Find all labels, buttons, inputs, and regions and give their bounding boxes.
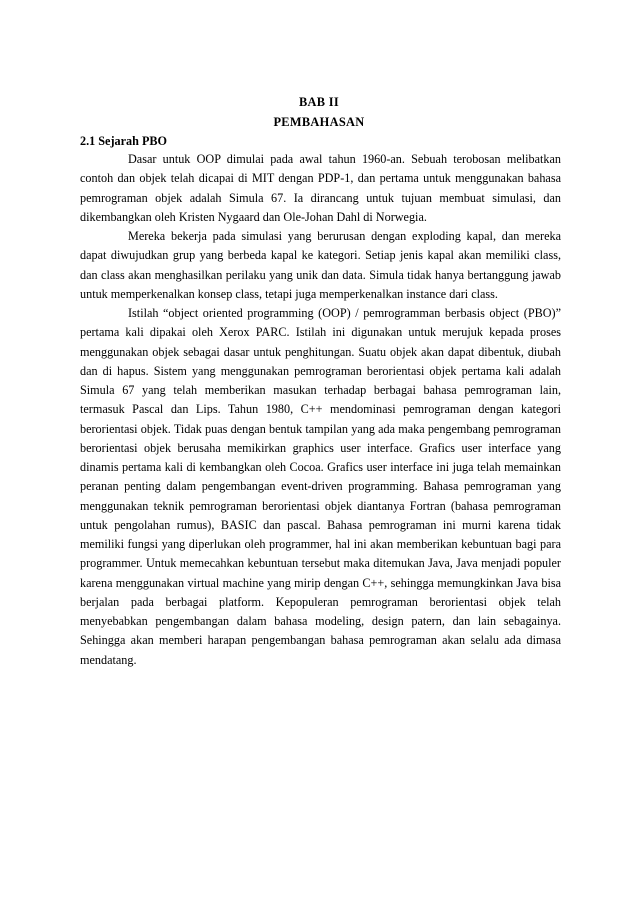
chapter-heading: BAB II — [298, 95, 340, 109]
paragraph-2: Mereka bekerja pada simulasi yang berurusan dengan exploding kapal, dan mereka dapat diwujudkan grup yang berbeda kapal ke kategori. Setiap jenis kapal akan memiliki class, dan class akan menghasilkan perilaku yang unik dan data. Simula tidak hanya bertanggung jawab untuk memperkenalkan konsep class, tetapi juga memperkenalkan instance dari class. — [80, 229, 561, 301]
paragraph-1: Dasar untuk OOP dimulai pada awal tahun 1960-an. Sebuah terobosan melibatkan contoh dan objek telah dicapai di MIT dengan PDP-1, dan pertama untuk menggunakan bahasa pemrograman objek adalah Simula 67. Ia dirancang untuk tujuan membuat simulasi, dan dikembangkan oleh Kristen Nygaard dan Ole-Johan Dahl di Norwegia. — [80, 152, 561, 224]
body-text — [80, 150, 561, 670]
subsection-heading: 2.1 Sejarah PBO — [80, 134, 168, 148]
section-title: PEMBAHASAN — [273, 115, 365, 129]
paragraph-3: Istilah “object oriented programming (OOP) / pemrogramman berbasis object (PBO)” pertama kali dipakai oleh Xerox PARC. Istilah ini digunakan untuk merujuk kepada proses menggunakan objek sebagai dasar untuk penghitungan. Suatu objek akan dapat dibentuk, diubah dan di hapus. Sistem yang menggunakan pemrograman berorientasi objek pertama kali adalah Simula 67 yang telah memberikan masukan terhadap berbagai bahasa pemrograman lain, termasuk Pascal dan Lips. Tahun 1980, C++ mendominasi pemrograman dengan kategori berorientasi objek. Tidak puas dengan bentuk tampilan yang ada maka pengembang pemrograman berorientasi objek berusaha memikirkan graphics user interface. Grafics user interface yang dinamis pertama kali di kembangkan oleh Cocoa. Grafics user interface ini juga telah memainkan peranan penting dalam pengembangan event-driven programming. Bahasa pemrograman yang menggunakan teknik pemrograman berorientasi objek diantanya Fortran (bahasa pemrograman untuk pengolahan rumus), BASIC dan pascal. Bahasa pemrograman ini murni karena tidak memiliki fungsi yang diperlukan oleh programmer, hal ini akan memberikan kebuntuan bagi para programmer. Untuk memecahkan kebuntuan tersebut maka ditemukan Java, Java menjadi populer karena menggunakan virtual machine yang mirip dengan C++, sehingga memungkinkan Java bisa berjalan pada berbagai platform. Kepopuleran pemrograman berorientasi objek telah menyebabkan pengembangan dalam bahasa modeling, design patern, dan lain sebagainya. Sehingga akan memberi harapan pengembangan bahasa pemrograman akan selalu ada dimasa mendatang. — [80, 306, 561, 667]
